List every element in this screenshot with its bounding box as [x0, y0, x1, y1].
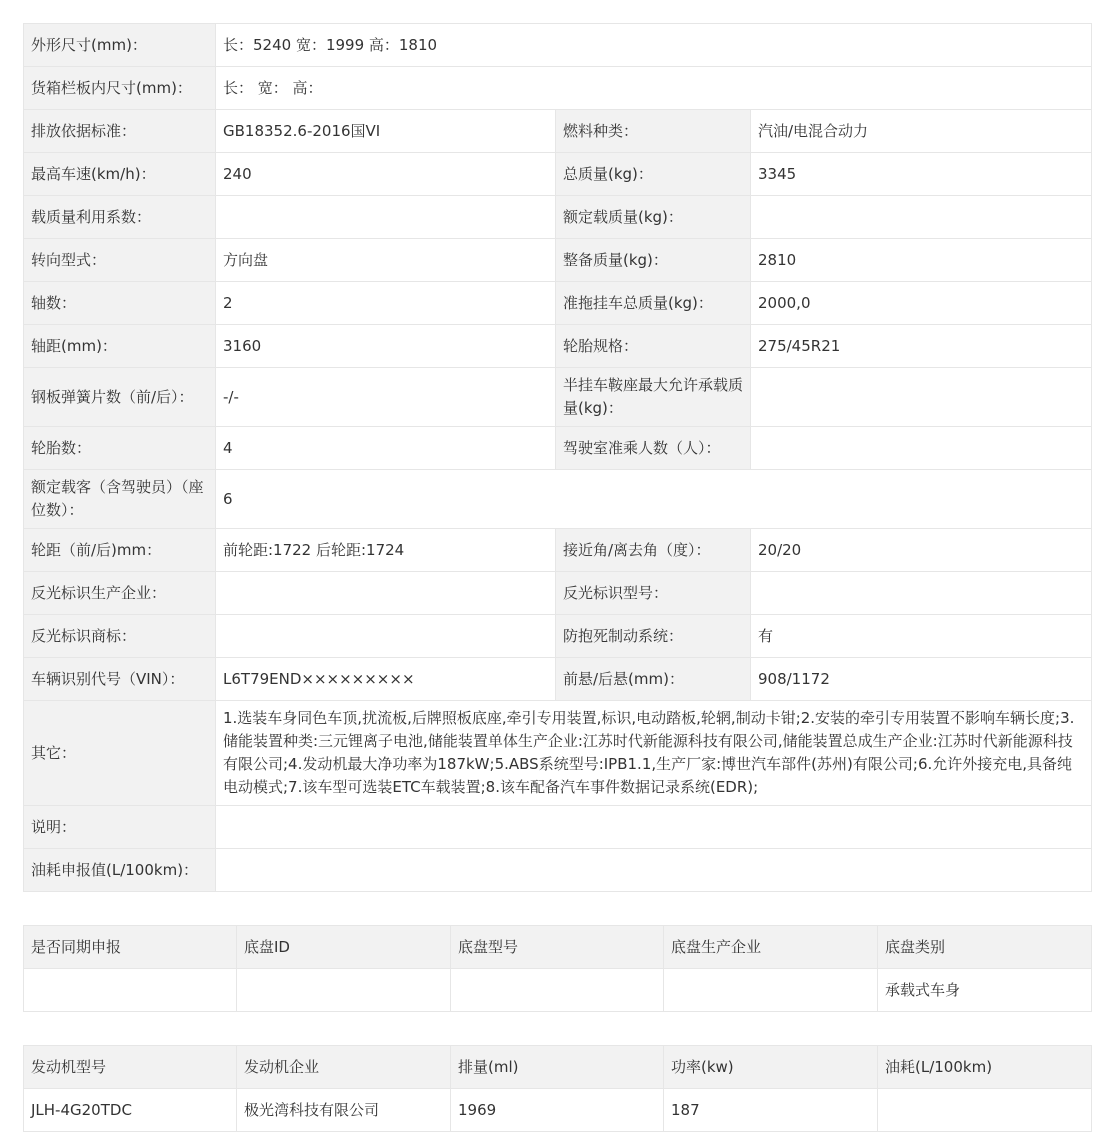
chassis-table: [23, 925, 1092, 1012]
spec-row: [24, 239, 1092, 282]
vehicle-spec-table: [23, 23, 1092, 892]
chassis-header-row: [24, 926, 1092, 969]
spec-label: 说明：: [24, 806, 216, 849]
spec-row: [24, 368, 1092, 427]
spec-row: [24, 701, 1092, 806]
spec-row: [24, 67, 1092, 110]
chassis-cell: [24, 969, 237, 1012]
spec-value: L6T79END×××××××××: [216, 658, 556, 701]
spec-value: 3345: [751, 153, 1092, 196]
engine-cell: [878, 1089, 1092, 1132]
engine-cell: 1969: [451, 1089, 664, 1132]
chassis-header-cell: 底盘型号: [451, 926, 664, 969]
spec-value: 4: [216, 427, 556, 470]
spec-row: [24, 24, 1092, 67]
spec-row: [24, 470, 1092, 529]
spec-value: 汽油/电混合动力: [751, 110, 1092, 153]
spec-value: GB18352.6-2016国VI: [216, 110, 556, 153]
spec-row: [24, 282, 1092, 325]
spec-row: [24, 153, 1092, 196]
spec-value: 275/45R21: [751, 325, 1092, 368]
spec-value: [216, 196, 556, 239]
spec-row: [24, 615, 1092, 658]
spec-value: [216, 806, 1092, 849]
spec-row: [24, 196, 1092, 239]
chassis-header-cell: 底盘ID: [237, 926, 451, 969]
spec-value: 长： 宽： 高：: [216, 67, 1092, 110]
spec-value: 3160: [216, 325, 556, 368]
spec-value: [751, 196, 1092, 239]
engine-header-cell: 油耗(L/100km): [878, 1046, 1092, 1089]
spec-label: 额定载客（含驾驶员）（座位数）：: [24, 470, 216, 529]
spec-label: 其它：: [24, 701, 216, 806]
engine-header-row: [24, 1046, 1092, 1089]
spec-row: [24, 529, 1092, 572]
spec-label: 整备质量(kg)：: [556, 239, 751, 282]
spec-label: 转向型式：: [24, 239, 216, 282]
spec-row: [24, 572, 1092, 615]
spec-label: 反光标识型号：: [556, 572, 751, 615]
spec-label: 前悬/后悬(mm)：: [556, 658, 751, 701]
chassis-cell: 承载式车身: [878, 969, 1092, 1012]
engine-header-cell: 功率(kw): [664, 1046, 878, 1089]
chassis-cell: [451, 969, 664, 1012]
chassis-cell: [664, 969, 878, 1012]
spec-label: 排放依据标准：: [24, 110, 216, 153]
spec-label: 接近角/离去角（度）：: [556, 529, 751, 572]
spec-label: 油耗申报值(L/100km)：: [24, 849, 216, 892]
spec-row: [24, 325, 1092, 368]
spec-label: 轴数：: [24, 282, 216, 325]
spec-label: 轮距（前/后)mm：: [24, 529, 216, 572]
spec-row: [24, 427, 1092, 470]
chassis-header-cell: 底盘生产企业: [664, 926, 878, 969]
spec-label: 总质量(kg)：: [556, 153, 751, 196]
engine-cell: JLH-4G20TDC: [24, 1089, 237, 1132]
spec-value: 20/20: [751, 529, 1092, 572]
spec-value: 长：5240 宽：1999 高：1810: [216, 24, 1092, 67]
spec-label: 半挂车鞍座最大允许承载质量(kg)：: [556, 368, 751, 427]
engine-cell: 187: [664, 1089, 878, 1132]
spec-label: 外形尺寸(mm)：: [24, 24, 216, 67]
spec-label: 车辆识别代号（VIN）：: [24, 658, 216, 701]
spec-label: 反光标识商标：: [24, 615, 216, 658]
spec-label: 驾驶室准乘人数（人）：: [556, 427, 751, 470]
spec-value: 908/1172: [751, 658, 1092, 701]
spec-label: 防抱死制动系统：: [556, 615, 751, 658]
engine-header-cell: 发动机型号: [24, 1046, 237, 1089]
spec-value: [216, 849, 1092, 892]
spec-value: 2000,0: [751, 282, 1092, 325]
spec-value: 前轮距:1722 后轮距:1724: [216, 529, 556, 572]
spec-value: 2810: [751, 239, 1092, 282]
spec-value: 6: [216, 470, 1092, 529]
spec-label: 轴距(mm)：: [24, 325, 216, 368]
spec-label: 燃料种类：: [556, 110, 751, 153]
spec-row: [24, 110, 1092, 153]
spec-value: 240: [216, 153, 556, 196]
spec-value: -/-: [216, 368, 556, 427]
spec-label: 货箱栏板内尺寸(mm)：: [24, 67, 216, 110]
spec-label: 最高车速(km/h)：: [24, 153, 216, 196]
spec-value: [751, 572, 1092, 615]
spec-label: 钢板弹簧片数（前/后）：: [24, 368, 216, 427]
engine-table: [23, 1045, 1092, 1132]
spec-label: 轮胎数：: [24, 427, 216, 470]
spec-value: 2: [216, 282, 556, 325]
engine-header-cell: 发动机企业: [237, 1046, 451, 1089]
spec-value: [216, 572, 556, 615]
chassis-data-row: [24, 969, 1092, 1012]
chassis-cell: [237, 969, 451, 1012]
spec-row: [24, 849, 1092, 892]
spec-label: 额定载质量(kg)：: [556, 196, 751, 239]
spec-value: 方向盘: [216, 239, 556, 282]
spec-value: [751, 368, 1092, 427]
engine-header-cell: 排量(ml): [451, 1046, 664, 1089]
spec-label: 反光标识生产企业：: [24, 572, 216, 615]
spec-value: 1.选装车身同色车顶,扰流板,后牌照板底座,牵引专用装置,标识,电动踏板,轮辋,制动卡钳;2.安装的牵引专用装置不影响车辆长度;3.储能装置种类:三元锂离子电池,储能装置单体生产企业:江苏时代新能源科技有限公司,储能装置总成生产企业:江苏时代新能源科技有限公司;4.发动机最大净功率为187kW;5.ABS系统型号:IPB1.1,生产厂家:博世汽车部件(苏州)有限公司;6.允许外接充电,具备纯电动模式;7.该车型可选装ETC车载装置;8.该车配备汽车事件数据记录系统(EDR);: [216, 701, 1092, 806]
chassis-header-cell: 底盘类别: [878, 926, 1092, 969]
chassis-header-cell: 是否同期申报: [24, 926, 237, 969]
spec-label: 载质量利用系数：: [24, 196, 216, 239]
engine-data-row: [24, 1089, 1092, 1132]
spec-label: 准拖挂车总质量(kg)：: [556, 282, 751, 325]
spec-value: [216, 615, 556, 658]
spec-value: 有: [751, 615, 1092, 658]
spec-value: [751, 427, 1092, 470]
spec-row: [24, 806, 1092, 849]
spec-row: [24, 658, 1092, 701]
engine-cell: 极光湾科技有限公司: [237, 1089, 451, 1132]
spec-label: 轮胎规格：: [556, 325, 751, 368]
